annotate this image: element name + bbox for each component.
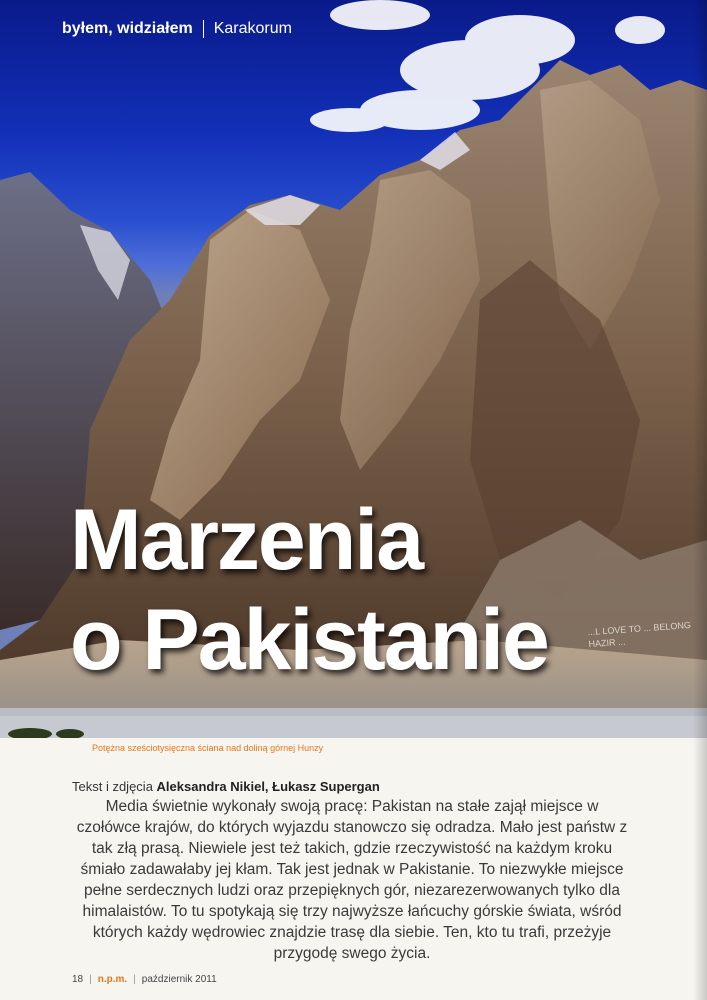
page-footer: [72, 974, 217, 985]
footer-separator: |: [133, 974, 136, 985]
author-credits: [72, 779, 380, 794]
section-label: byłem, widziałem: [62, 20, 193, 37]
photo-caption: Potężna sześciotysięczna ściana nad doliną górnej Hunzy: [92, 743, 324, 753]
lead-paragraph: Media świetnie wykonały swoją pracę: Pakistan na stałe zajął miejsce w czołówce krajów, do których wyjazdu stanowczo się odradza. Mało jest państw z tak złą prasą. Niewiele jest też takich, gdzie rzeczywistość na każdym kroku śmiało zadawałaby jej kłam. Tak jest jednak w Pakistanie. To niezwykłe miejsce pełne serdecznych ludzi oraz przepięknych gór, niezarezerwowanych tylko dla himalaistów. To tu spotykają się trzy najwyższe łańcuchy górskie świata, wśród których każdy wędrowiec znajdzie trasę dla siebie. Ten, kto tu trafi, przeżyje przygodę swego życia.: [76, 798, 628, 962]
issue-date: październik 2011: [141, 974, 217, 985]
article-headline: [70, 490, 548, 690]
credits-prefix: Tekst i zdjęcia: [72, 779, 153, 794]
page-number: 18: [72, 974, 84, 985]
headline-line-1: Marzenia: [70, 492, 423, 588]
page-spine-shadow: [693, 0, 707, 1000]
rubric-divider: [203, 20, 204, 38]
magazine-name: n.p.m.: [97, 974, 128, 985]
footer-separator: |: [89, 974, 92, 985]
topic-label: Karakorum: [213, 20, 292, 37]
section-rubric: [62, 20, 292, 38]
headline-line-2: o Pakistanie: [70, 592, 548, 688]
rock-inscription: ...L LOVE TO ... BELONG HAZIR ...: [587, 619, 692, 650]
credits-authors: Aleksandra Nikiel, Łukasz Supergan: [156, 779, 380, 794]
